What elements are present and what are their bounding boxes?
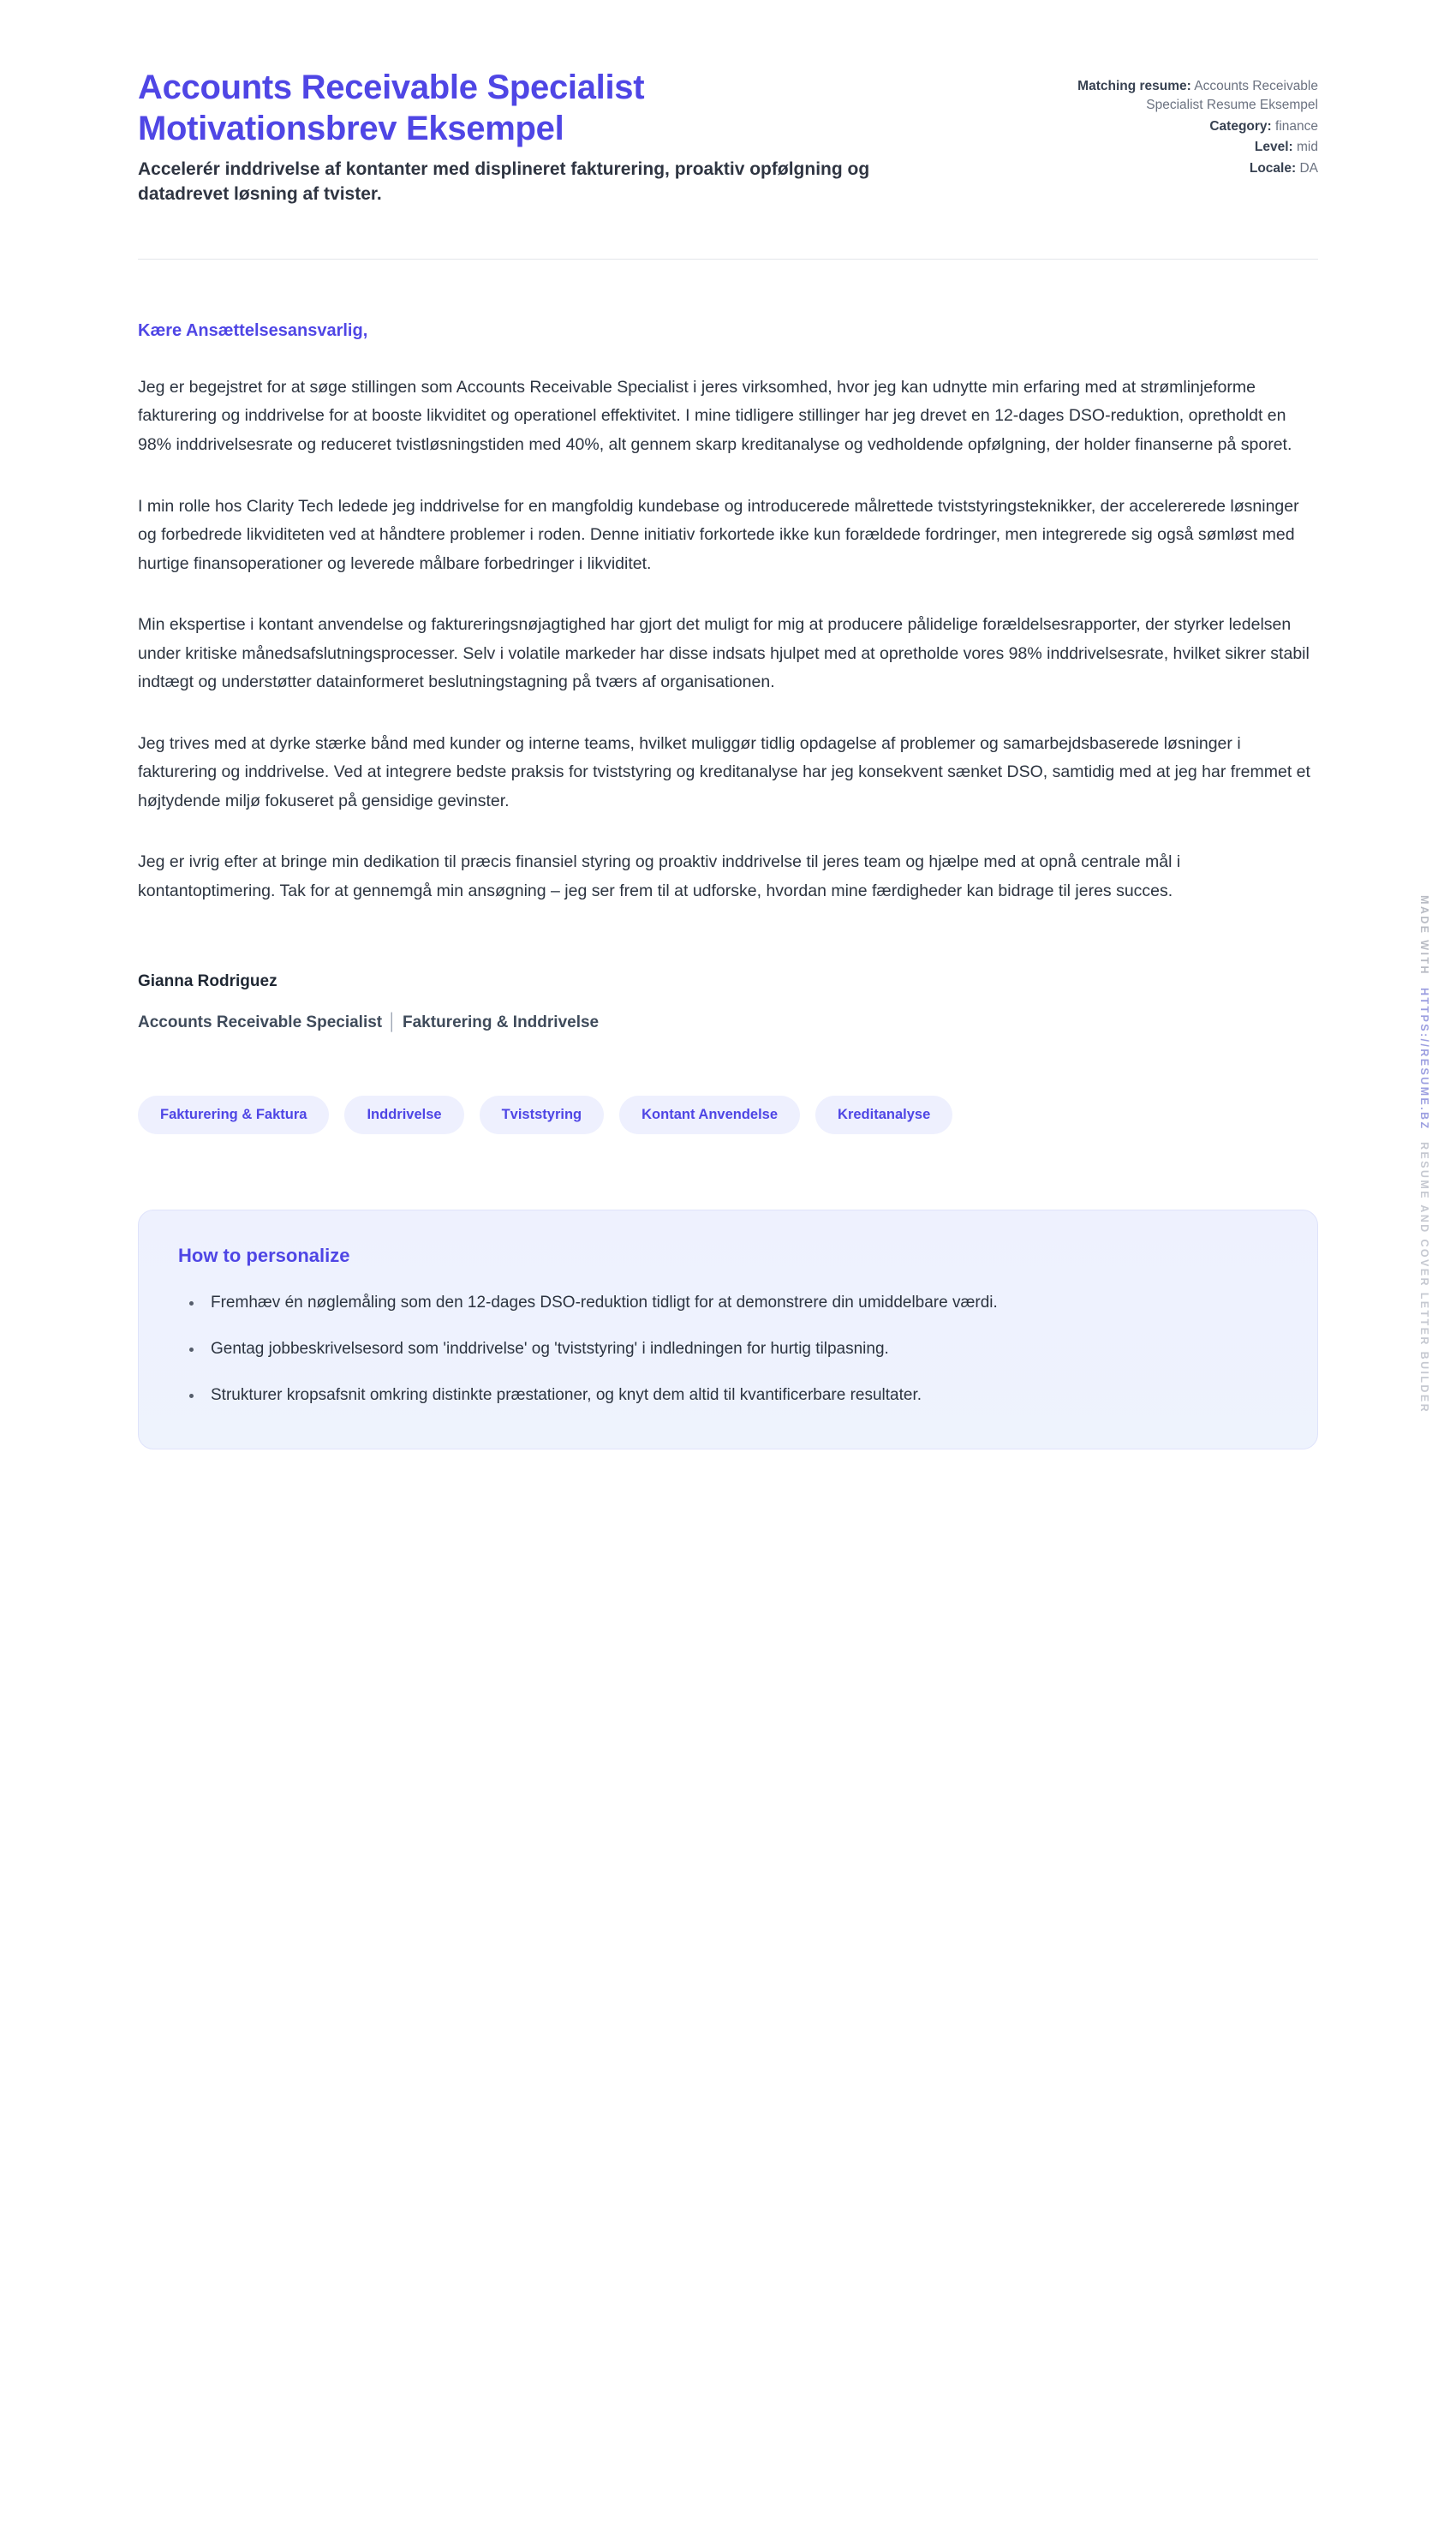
meta-matching-resume (1027, 77, 1318, 116)
header-divider (138, 259, 1318, 260)
skill-tag[interactable]: Inddrivelse (344, 1096, 463, 1134)
meta-locale (1027, 159, 1318, 178)
page-title: Accounts Receivable Specialist Motivationsbrev Eksempel (138, 69, 645, 147)
how-to-personalize-list (178, 1289, 1278, 1409)
list-item: • Gentag jobbeskrivelsesord som 'inddrivelse' og 'tviststyring' i indledningen for hurtig tilpasning. (204, 1336, 1278, 1363)
list-item: • Strukturer kropsafsnit omkring distinkte præstationer, og knyt dem altid til kvantificerbare resultater. (204, 1382, 1278, 1409)
list-item: • Fremhæv én nøglemåling som den 12-dages DSO-reduktion tidligt for at demonstrere din umiddelbare værdi. (204, 1289, 1278, 1317)
skill-tag[interactable]: Kontant Anvendelse (619, 1096, 800, 1134)
signature-name: Gianna Rodriguez (138, 972, 277, 991)
skill-tag[interactable]: Kreditanalyse (815, 1096, 952, 1134)
watermark-link[interactable]: HTTPS://RESUME.BZ (1418, 987, 1430, 1131)
meta-category-label: Category: (1209, 118, 1272, 134)
document-header (133, 67, 1323, 207)
signature-block (138, 972, 1318, 1032)
signature-role-primary: Accounts Receivable Specialist (138, 1013, 383, 1032)
signature-role-secondary: Fakturering & Inddrivelse (403, 1013, 600, 1032)
meta-category-value: finance (1275, 118, 1318, 134)
letter-paragraph-3: Min ekspertise i kontant anvendelse og faktureringsnøjagtighed har gjort det muligt for mig at producere pålidelige forældelsesrapporter, der styrker ledelsen under kritiske månedsafslutningsprocesser. Selv i volatile markeder har disse indsats hjulpet med at opretholde vores 98% inddrivelsesrate, hvilket sikrer stabil indtægt og understøtter datainformeret beslutningstagning på tværs af organisationen. (138, 615, 1310, 692)
meta-level (1027, 138, 1318, 157)
meta-category (1027, 117, 1318, 136)
signature-role (138, 1013, 1318, 1032)
signature-separator: │ (387, 1013, 397, 1032)
watermark-prefix: MADE WITH (1418, 895, 1430, 976)
meta-locale-value: DA (1299, 160, 1318, 176)
document-metadata (1027, 67, 1318, 180)
how-to-personalize-card (138, 1210, 1318, 1449)
document-sheet (133, 0, 1323, 1552)
letter-paragraph-2: I min rolle hos Clarity Tech ledede jeg inddrivelse for en mangfoldig kundebase og introducerede målrettede tviststyringsteknikker, der accelererede løsninger og forbedrede likviditeten ved at håndtere problemer i roden. Denne initiativ forkortede ikke kun forældede fordringer, men integrerede sig også sømløst med hurtige finansoperationer og leverede målbare forbedringer i likviditet. (138, 496, 1299, 573)
cover-letter-body (133, 321, 1323, 1032)
meta-level-value: mid (1297, 140, 1318, 155)
meta-locale-label: Locale: (1249, 160, 1297, 176)
made-with-watermark (1401, 895, 1430, 1413)
skill-tag-list (138, 1096, 1318, 1134)
letter-paragraph-5: Jeg er ivrig efter at bringe min dedikation til præcis finansiel styring og proaktiv inddrivelse til jeres team og hjælpe med at opnå centrale mål i kontantoptimering. Tak for at gennemgå min ansøgning – jeg ser frem til at udforske, hvordan mine færdigheder kan bidrage til jeres succes. (138, 852, 1181, 900)
watermark-tagline: RESUME AND COVER LETTER BUILDER (1418, 1142, 1430, 1414)
bottom-spacer (133, 1449, 1323, 1552)
letter-paragraph-1: Jeg er begejstret for at søge stillingen som Accounts Receivable Specialist i jeres virksomhed, hvor jeg kan udnytte min erfaring med at strømlinjeforme fakturering og inddrivelse for at booste likviditet og operationel effektivitet. I mine tidligere stillinger har jeg drevet en 12-dages DSO-reduktion, opretholdt en 98% inddrivelsesrate og reduceret tvistløsningstiden med 40%, alt gennem skarp kreditanalyse og vedholdende opfølgning, der holder finanserne på sporet. (138, 377, 1292, 454)
meta-matching-resume-value: Accounts Receivable Specialist Resume Eksempel (1146, 79, 1318, 113)
page-subtitle: Accelerér inddrivelse af kontanter med displineret fakturering, proaktiv opfølgning og datadrevet løsning af tvister. (138, 159, 870, 204)
meta-level-label: Level: (1254, 140, 1293, 155)
how-to-personalize-title: How to personalize (178, 1245, 350, 1267)
skill-tag[interactable]: Fakturering & Faktura (138, 1096, 329, 1134)
header-text-block (138, 67, 952, 207)
skill-tag[interactable]: Tviststyring (480, 1096, 605, 1134)
letter-paragraph-4: Jeg trives med at dyrke stærke bånd med kunder og interne teams, hvilket muliggør tidlig opdagelse af problemer og samarbejdsbaserede løsninger i fakturering og inddrivelse. Ved at integrere bedste praksis for tviststyring og kreditanalyse har jeg konsekvent sænket DSO, samtidig med at jeg har fremmet et højtydende miljø fokuseret på gensidige gevinster. (138, 733, 1310, 810)
meta-matching-resume-label: Matching resume: (1077, 79, 1191, 93)
salutation: Kære Ansættelsesansvarlig, (138, 320, 368, 340)
